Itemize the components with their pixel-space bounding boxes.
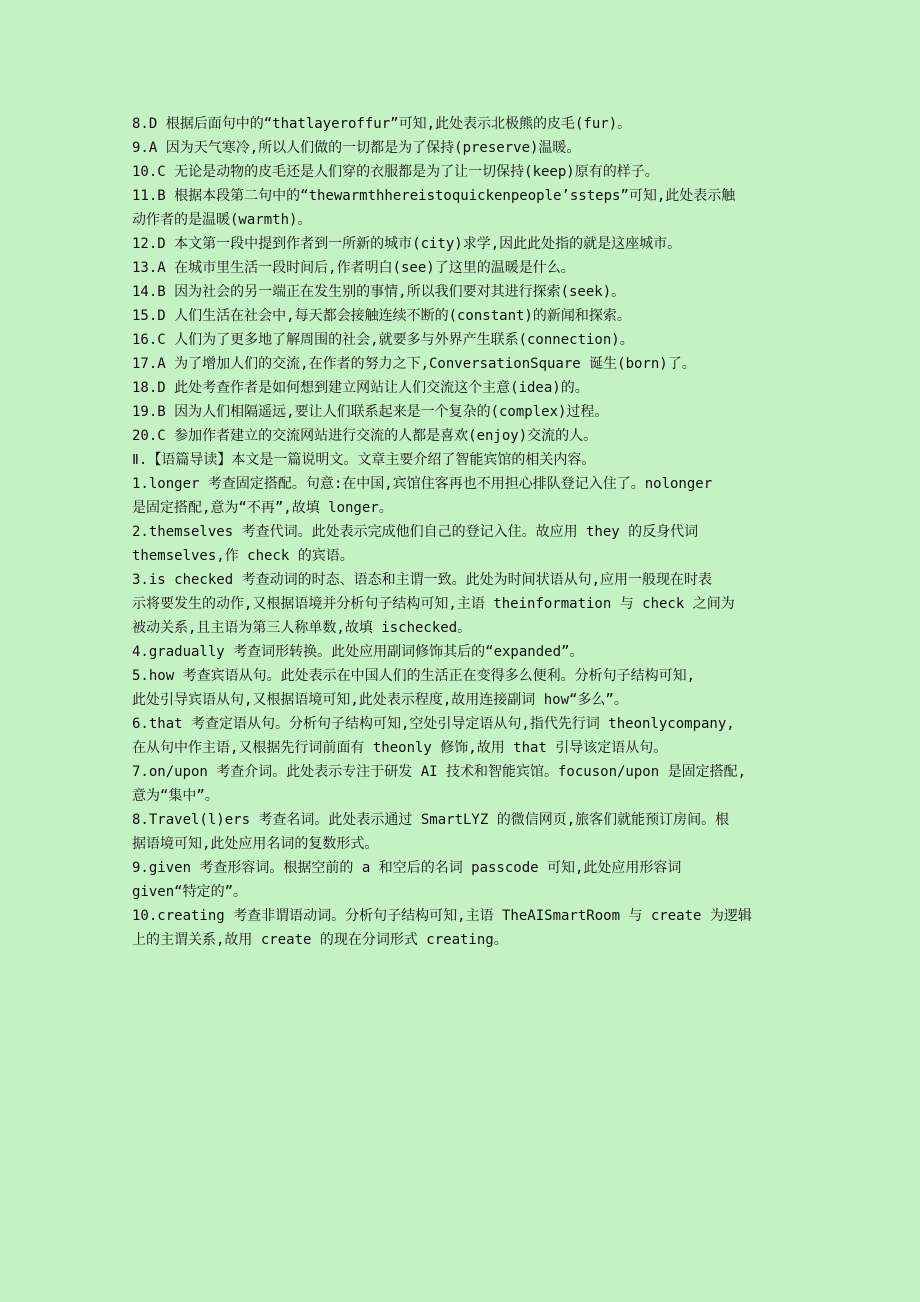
text-line: 4.gradually 考查词形转换。此处应用副词修饰其后的“expanded”。 [132, 644, 584, 660]
text-line: 13.A 在城市里生活一段时间后,作者明白(see)了这里的温暖是什么。 [132, 260, 575, 276]
text-line: 3.is checked 考查动词的时态、语态和主谓一致。此处为时间状语从句,应用一般现在时表 [132, 572, 712, 588]
text-line: 意为“集中”。 [132, 788, 219, 804]
section-heading: Ⅱ.【语篇导读】本文是一篇说明文。文章主要介绍了智能宾馆的相关内容。 [132, 452, 596, 468]
text-line: 17.A 为了增加人们的交流,在作者的努力之下,ConversationSquare 诞生(born)了。 [132, 356, 696, 372]
text-line: 示将要发生的动作,又根据语境并分析句子结构可知,主语 theinformation 与 check 之间为 [132, 596, 735, 612]
text-line: 15.D 人们生活在社会中,每天都会接触连续不断的(constant)的新闻和探索。 [132, 308, 631, 324]
text-line: 7.on/upon 考查介词。此处表示专注于研发 AI 技术和智能宾馆。focuson/upon 是固定搭配, [132, 764, 747, 780]
text-line: 18.D 此处考查作者是如何想到建立网站让人们交流这个主意(idea)的。 [132, 380, 589, 396]
text-line: given“特定的”。 [132, 884, 248, 900]
text-line: 是固定搭配,意为“不再”,故填 longer。 [132, 500, 393, 516]
text-line: 据语境可知,此处应用名词的复数形式。 [132, 836, 379, 852]
text-line: 9.A 因为天气寒冷,所以人们做的一切都是为了保持(preserve)温暖。 [132, 140, 581, 156]
text-line: 上的主谓关系,故用 create 的现在分词形式 creating。 [132, 932, 508, 948]
text-line: 10.creating 考查非谓语动词。分析句子结构可知,主语 TheAISmartRoom 与 create 为逻辑 [132, 908, 752, 924]
text-line: 被动关系,且主语为第三人称单数,故填 ischecked。 [132, 620, 472, 636]
text-line: 11.B 根据本段第二句中的“thewarmthhereistoquickenpeople’ssteps”可知,此处表示触 [132, 188, 736, 204]
text-line: 10.C 无论是动物的皮毛还是人们穿的衣服都是为了让一切保持(keep)原有的样子。 [132, 164, 659, 180]
text-line: 14.B 因为社会的另一端正在发生别的事情,所以我们要对其进行探索(seek)。 [132, 284, 626, 300]
text-line: 动作者的是温暖(warmth)。 [132, 212, 312, 228]
text-line: 在从句中作主语,又根据先行词前面有 theonly 修饰,故用 that 引导该定语从句。 [132, 740, 668, 756]
text-line: 1.longer 考查固定搭配。句意:在中国,宾馆住客再也不用担心排队登记入住了。nolonger [132, 476, 713, 492]
text-line: 2.themselves 考查代词。此处表示完成他们自己的登记入住。故应用 they 的反身代词 [132, 524, 699, 540]
text-line: 6.that 考查定语从句。分析句子结构可知,空处引导定语从句,指代先行词 theonlycompany, [132, 716, 735, 732]
text-line: 9.given 考查形容词。根据空前的 a 和空后的名词 passcode 可知,此处应用形容词 [132, 860, 682, 876]
text-line: 16.C 人们为了更多地了解周围的社会,就要多与外界产生联系(connection)。 [132, 332, 634, 348]
text-line: 19.B 因为人们相隔遥远,要让人们联系起来是一个复杂的(complex)过程。 [132, 404, 609, 420]
text-line: 12.D 本文第一段中提到作者到一所新的城市(city)求学,因此此处指的就是这座城市。 [132, 236, 682, 252]
text-line: 8.D 根据后面句中的“thatlayeroffur”可知,此处表示北极熊的皮毛(fur)。 [132, 116, 632, 132]
text-line: themselves,作 check 的宾语。 [132, 548, 354, 564]
text-line: 5.how 考查宾语从句。此处表示在中国人们的生活正在变得多么便利。分析句子结构可知, [132, 668, 695, 684]
text-line: 8.Travel(l)ers 考查名词。此处表示通过 SmartLYZ 的微信网页,旅客们就能预订房间。根 [132, 812, 730, 828]
text-line: 此处引导宾语从句,又根据语境可知,此处表示程度,故用连接副词 how“多么”。 [132, 692, 628, 708]
text-line: 20.C 参加作者建立的交流网站进行交流的人都是喜欢(enjoy)交流的人。 [132, 428, 598, 444]
